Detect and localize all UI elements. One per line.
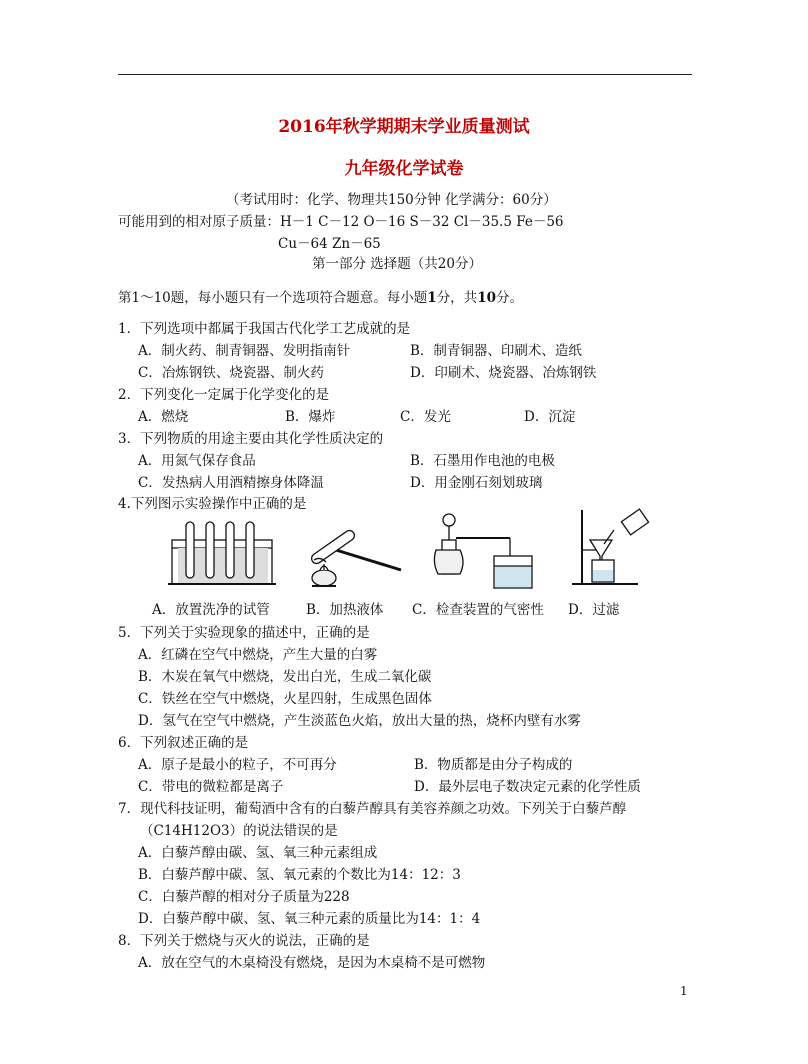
airtightness-check-figure [430,510,540,592]
q7-option-c: C．白藜芦醇的相对分子质量为228 [138,889,350,905]
q7-option-a: A．白藜芦醇由碳、氢、氧三种元素组成 [138,845,378,861]
exam-subtitle: 九年级化学试卷 [344,159,464,179]
q5-option-d: D．氢气在空气中燃烧，产生淡蓝色火焰，放出大量的热，烧杯内壁有水雾 [138,713,581,729]
q4-option-b: B．加热液体 [306,602,384,618]
q2-option-a: A．燃烧 [138,409,189,425]
atomic-mass-line-2: Cu－64 Zn－65 [278,236,381,252]
part-title: 第一部分 选择题（共20分） [312,256,482,272]
question-8-stem: 8．下列关于燃烧与灭火的说法，正确的是 [118,933,370,949]
question-1-stem: 1．下列选项中都属于我国古代化学工艺成就的是 [118,321,411,337]
q2-option-b: B．爆炸 [285,409,336,425]
q3-option-c: C．发热病人用酒精擦身体降温 [138,475,324,491]
q4-option-d: D．过滤 [568,602,620,618]
exam-title: 2016年秋学期期末学业质量测试 [278,117,530,137]
q6-option-a: A．原子是最小的粒子，不可再分 [138,757,337,773]
q6-option-d: D．最外层电子数决定元素的化学性质 [414,779,641,795]
q3-option-d: D．用金刚石刻划玻璃 [410,475,543,491]
filtration-figure [568,504,658,590]
q2-option-c: C．发光 [400,409,451,425]
q5-option-c: C．铁丝在空气中燃烧，火星四射，生成黑色固体 [138,691,432,707]
q4-option-a: A．放置洗净的试管 [152,602,270,618]
test-tube-rack-figure [168,518,278,590]
q1-option-a: A．制火药、制青铜器、发明指南针 [138,343,351,359]
q2-option-d: D．沉淀 [524,409,576,425]
q5-option-b: B．木炭在氧气中燃烧，发出白光，生成二氧化碳 [138,669,432,685]
q8-option-a: A．放在空气的木桌椅没有燃烧，是因为木桌椅不是可燃物 [138,955,486,971]
q6-option-c: C．带电的微粒都是离子 [138,779,284,795]
question-5-stem: 5．下列关于实验现象的描述中，正确的是 [118,625,370,641]
instructions: 第1～10题，每小题只有一个选项符合题意。每小题1分，共10分。 [118,290,523,306]
q4-option-c: C．检查装置的气密性 [412,602,544,618]
q7-formula: （C14H12O3）的说法错误的是 [140,823,338,839]
page-number: 1 [680,984,688,998]
header-rule [118,74,692,75]
q7-option-d: D．白藜芦醇中碳、氢、氧三种元素的质量比为14：1：4 [138,911,481,927]
q1-option-b: B．制青铜器、印刷术、造纸 [410,343,582,359]
q7-option-b: B．白藜芦醇中碳、氢、氧元素的个数比为14：12：3 [138,867,461,883]
q3-option-b: B．石墨用作电池的电极 [410,453,555,469]
question-2-stem: 2．下列变化一定属于化学变化的是 [118,387,330,403]
atomic-mass-line-1: 可能用到的相对原子质量：H－1 C－12 O－16 S－32 Cl－35.5 Fe－56 [118,214,564,230]
q6-option-b: B．物质都是由分子构成的 [414,757,573,773]
q3-option-a: A．用氮气保存食品 [138,453,256,469]
question-6-stem: 6．下列叙述正确的是 [118,735,249,751]
question-3-stem: 3．下列物质的用途主要由其化学性质决定的 [118,431,384,447]
question-4-stem: 4.下列图示实验操作中正确的是 [118,496,307,512]
exam-info: （考试用时：化学、物理共150分钟 化学满分：60分） [226,192,557,208]
question-7-stem: 7．现代科技证明，葡萄酒中含有的白藜芦醇具有美容养颜之功效。下列关于白藜芦醇 [118,801,627,817]
heating-liquid-figure [306,512,406,592]
q5-option-a: A．红磷在空气中燃烧，产生大量的白雾 [138,647,378,663]
q1-option-d: D．印刷术、烧瓷器、冶炼钢铁 [410,365,597,381]
q1-option-c: C．冶炼钢铁、烧瓷器、制火药 [138,365,324,381]
